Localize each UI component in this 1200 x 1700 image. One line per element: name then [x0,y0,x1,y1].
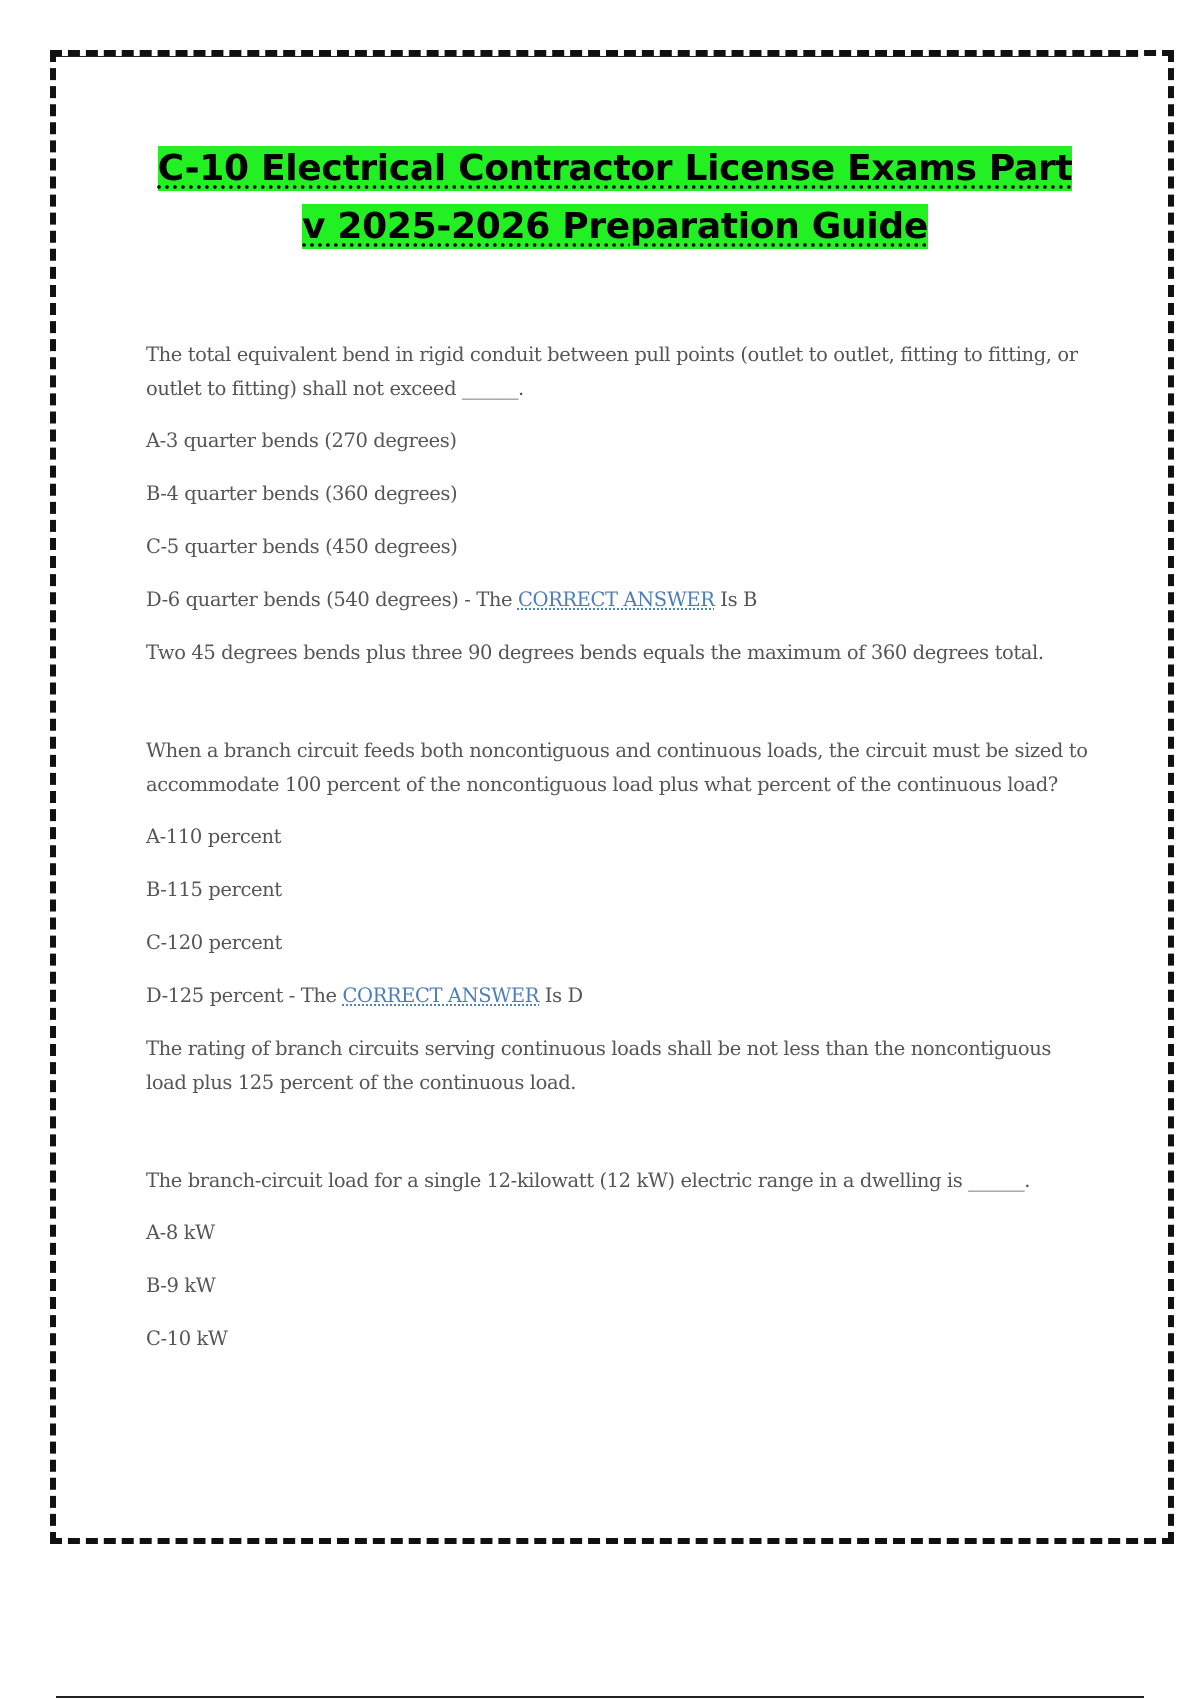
title-line-2: v 2025-2026 Preparation Guide [302,206,928,247]
answer-suffix: Is B [714,588,757,611]
option-c: C-5 quarter bends (450 degrees) [146,535,458,558]
explanation: Two 45 degrees bends plus three 90 degrees bends equals the maximum of 360 degrees total. [146,641,1044,664]
title-line-1: C-10 Electrical Contractor License Exams Part [157,148,1073,189]
explanation: The rating of branch circuits serving continuous loads shall be not less than the noncontiguous load plus 125 percent of the continuous load. [146,1037,1052,1094]
option-d-text: D-125 percent - The [146,984,343,1007]
question-1 [146,338,1096,670]
question-text: The branch-circuit load for a single 12-kilowatt (12 kW) electric range in a dwelling is ______. [146,1169,1031,1192]
option-a: A-3 quarter bends (270 degrees) [146,429,457,452]
option-c: C-120 percent [146,931,282,954]
option-d [146,583,1096,617]
correct-answer-link[interactable]: CORRECT ANSWER [517,588,715,611]
option-c: C-10 kW [146,1327,228,1350]
option-b: B-4 quarter bends (360 degrees) [146,482,458,505]
option-a: A-110 percent [146,825,282,848]
top-rule [56,56,1138,57]
question-3 [146,1164,1096,1356]
spacer [146,1100,1096,1164]
option-d [146,979,1096,1013]
bottom-rule [56,1696,1144,1698]
question-text: The total equivalent bend in rigid conduit between pull points (outlet to outlet, fitting to fitting, or outlet to fitting) shall not exceed ______. [146,343,1078,400]
answer-suffix: Is D [539,984,583,1007]
spacer [146,670,1096,734]
document-title [60,140,1170,256]
option-d-text: D-6 quarter bends (540 degrees) - The [146,588,518,611]
option-a: A-8 kW [146,1221,215,1244]
question-list [146,338,1096,1375]
question-2 [146,734,1096,1100]
option-b: B-115 percent [146,878,282,901]
correct-answer-link[interactable]: CORRECT ANSWER [342,984,539,1007]
option-b: B-9 kW [146,1274,216,1297]
question-text: When a branch circuit feeds both noncontiguous and continuous loads, the circuit must be sized to accommodate 100 percent of the noncontiguous load plus what percent of the continuous load? [146,739,1088,796]
